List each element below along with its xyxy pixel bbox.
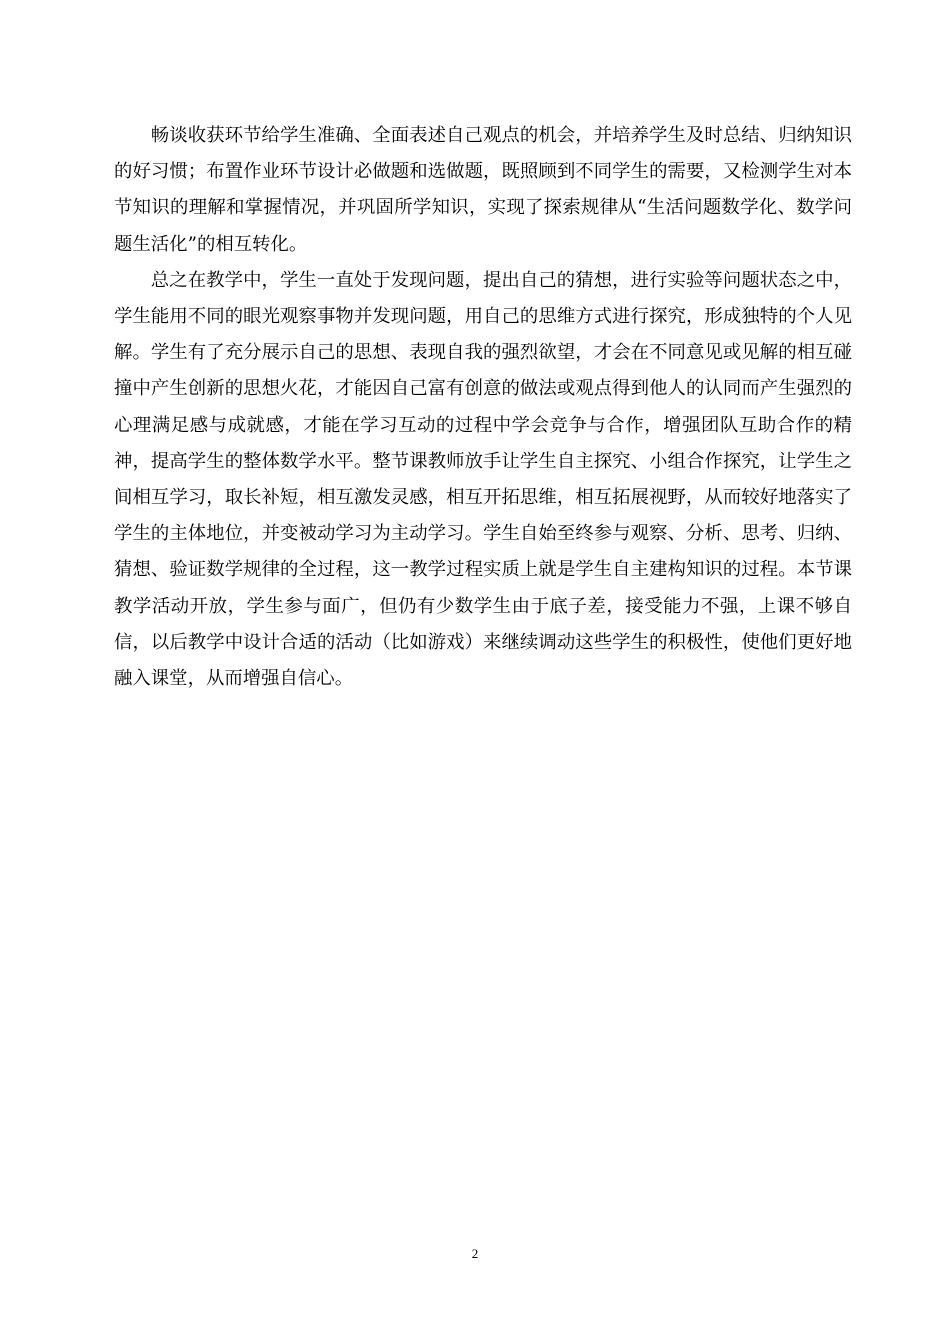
body-text [114,118,852,697]
page-number: 2 [471,1246,479,1261]
paragraph: 总之在教学中，学生一直处于发现问题，提出自己的猜想，进行实验等问题状态之中，学生能用不同的眼光观察事物并发现问题，用自己的思维方式进行探究，形成独特的个人见解。学生有了充分展示自己的思想、表现自我的强烈欲望，才会在不同意见或见解的相互碰撞中产生创新的思想火花，才能因自己富有创意的做法或观点得到他人的认同而产生强烈的心理满足感与成就感，才能在学习互动的过程中学会竞争与合作，增强团队互助合作的精神，提高学生的整体数学水平。整节课教师放手让学生自主探究、小组合作探究，让学生之间相互学习，取长补短，相互激发灵感，相互开拓思维，相互拓展视野，从而较好地落实了学生的主体地位，并变被动学习为主动学习。学生自始至终参与观察、分析、思考、归纳、猜想、验证数学规律的全过程，这一教学过程实质上就是学生自主建构知识的过程。本节课教学活动开放，学生参与面广，但仍有少数学生由于底子差，接受能力不强，上课不够自信，以后教学中设计合适的活动（比如游戏）来继续调动这些学生的积极性，使他们更好地融入课堂，从而增强自信心。 [114,269,852,690]
paragraph: 畅谈收获环节给学生准确、全面表述自己观点的机会，并培养学生及时总结、归纳知识的好习惯；布置作业环节设计必做题和选做题，既照顾到不同学生的需要，又检测学生对本节知识的理解和掌握情况，并巩固所学知识，实现了探索规律从“生活问题数学化、数学问题生活化”的相互转化。 [114,125,852,255]
